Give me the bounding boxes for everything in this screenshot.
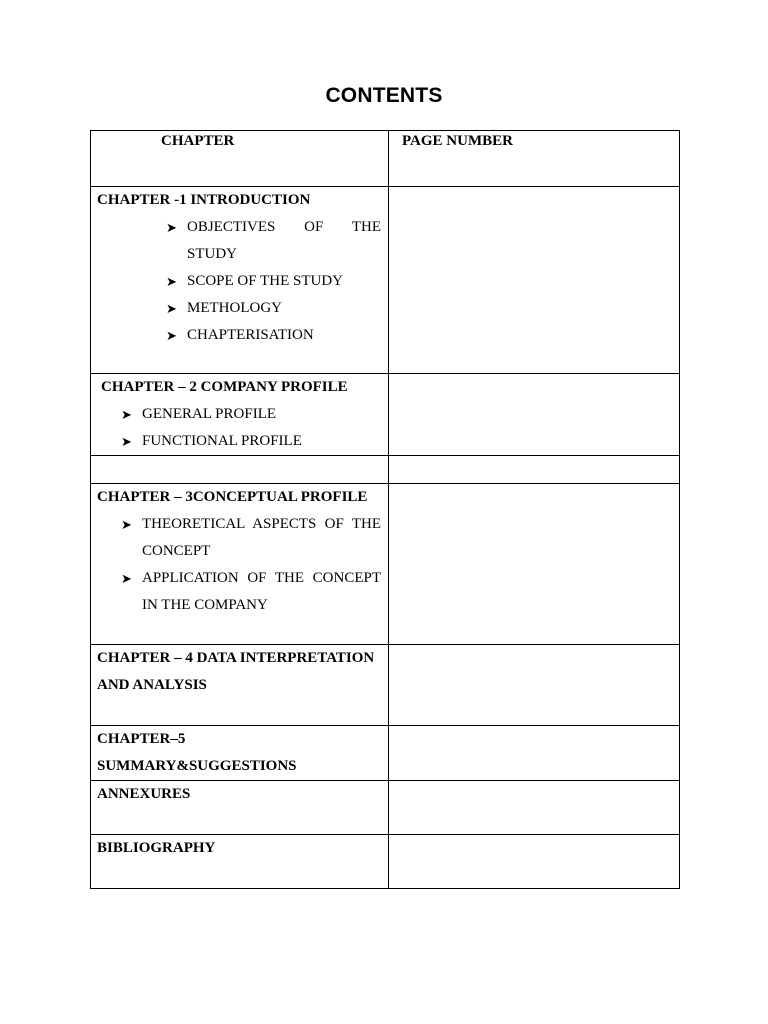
contents-table bbox=[90, 130, 680, 889]
chapter-topic-list bbox=[91, 511, 388, 619]
list-item bbox=[91, 295, 388, 322]
chapter-title: ANNEXURES bbox=[97, 786, 191, 802]
list-item-label: FUNCTIONAL PROFILE bbox=[142, 433, 302, 449]
chapter-cell bbox=[91, 645, 389, 726]
list-item-label: CHAPTERISATION bbox=[187, 327, 314, 343]
chapter-column-header: CHAPTER bbox=[161, 133, 235, 149]
list-item-label: METHOLOGY bbox=[187, 300, 282, 316]
list-item bbox=[91, 565, 388, 619]
page-number-cell bbox=[389, 835, 680, 889]
arrow-bullet-icon: ➤ bbox=[121, 571, 132, 586]
chapter-topic-list bbox=[91, 401, 388, 455]
page-number-cell bbox=[389, 781, 680, 835]
chapter-title: CHAPTER – 4 DATA INTERPRETATION AND ANALYSIS bbox=[97, 650, 375, 693]
chapter-cell bbox=[91, 781, 389, 835]
list-item bbox=[91, 428, 388, 455]
list-item-label: OBJECTIVES OF THE STUDY bbox=[187, 219, 381, 262]
page-number-header-cell bbox=[389, 131, 680, 187]
list-item bbox=[91, 322, 388, 349]
chapter-cell bbox=[91, 726, 389, 781]
page-number-cell bbox=[389, 456, 680, 484]
arrow-bullet-icon: ➤ bbox=[166, 301, 177, 316]
table-row bbox=[91, 835, 680, 889]
table-row bbox=[91, 645, 680, 726]
list-item bbox=[91, 401, 388, 428]
chapter-cell bbox=[91, 374, 389, 456]
arrow-bullet-icon: ➤ bbox=[121, 434, 132, 449]
list-item-label: SCOPE OF THE STUDY bbox=[187, 273, 343, 289]
table-header-row bbox=[91, 131, 680, 187]
page-number-cell bbox=[389, 645, 680, 726]
chapter-title: CHAPTER -1 INTRODUCTION bbox=[97, 192, 311, 208]
chapter-cell bbox=[91, 187, 389, 374]
page-number-cell bbox=[389, 726, 680, 781]
table-row bbox=[91, 187, 680, 374]
list-item bbox=[91, 511, 388, 565]
table-row bbox=[91, 374, 680, 456]
table-row bbox=[91, 781, 680, 835]
chapter-title: CHAPTER–5 SUMMARY&SUGGESTIONS bbox=[97, 731, 297, 774]
chapter-title: CHAPTER – 3CONCEPTUAL PROFILE bbox=[97, 489, 368, 505]
chapter-cell bbox=[91, 484, 389, 645]
chapter-cell bbox=[91, 456, 389, 484]
table-row bbox=[91, 726, 680, 781]
arrow-bullet-icon: ➤ bbox=[121, 517, 132, 532]
chapter-header-cell bbox=[91, 131, 389, 187]
page-number-cell bbox=[389, 374, 680, 456]
table-row-empty bbox=[91, 456, 680, 484]
arrow-bullet-icon: ➤ bbox=[166, 274, 177, 289]
list-item bbox=[91, 268, 388, 295]
list-item-label: THEORETICAL ASPECTS OF THE CONCEPT bbox=[142, 516, 381, 559]
arrow-bullet-icon: ➤ bbox=[121, 407, 132, 422]
page-number-cell bbox=[389, 187, 680, 374]
list-item bbox=[91, 214, 388, 268]
arrow-bullet-icon: ➤ bbox=[166, 328, 177, 343]
table-row bbox=[91, 484, 680, 645]
arrow-bullet-icon: ➤ bbox=[166, 220, 177, 235]
page-number-column-header: PAGE NUMBER bbox=[402, 133, 513, 149]
chapter-topic-list bbox=[91, 214, 388, 349]
page-number-cell bbox=[389, 484, 680, 645]
chapter-title: CHAPTER – 2 COMPANY PROFILE bbox=[101, 379, 348, 395]
page-title: CONTENTS bbox=[325, 84, 443, 107]
list-item-label: APPLICATION OF THE CONCEPT IN THE COMPANY bbox=[142, 570, 381, 613]
chapter-title: BIBLIOGRAPHY bbox=[97, 840, 216, 856]
chapter-cell bbox=[91, 835, 389, 889]
list-item-label: GENERAL PROFILE bbox=[142, 406, 277, 422]
